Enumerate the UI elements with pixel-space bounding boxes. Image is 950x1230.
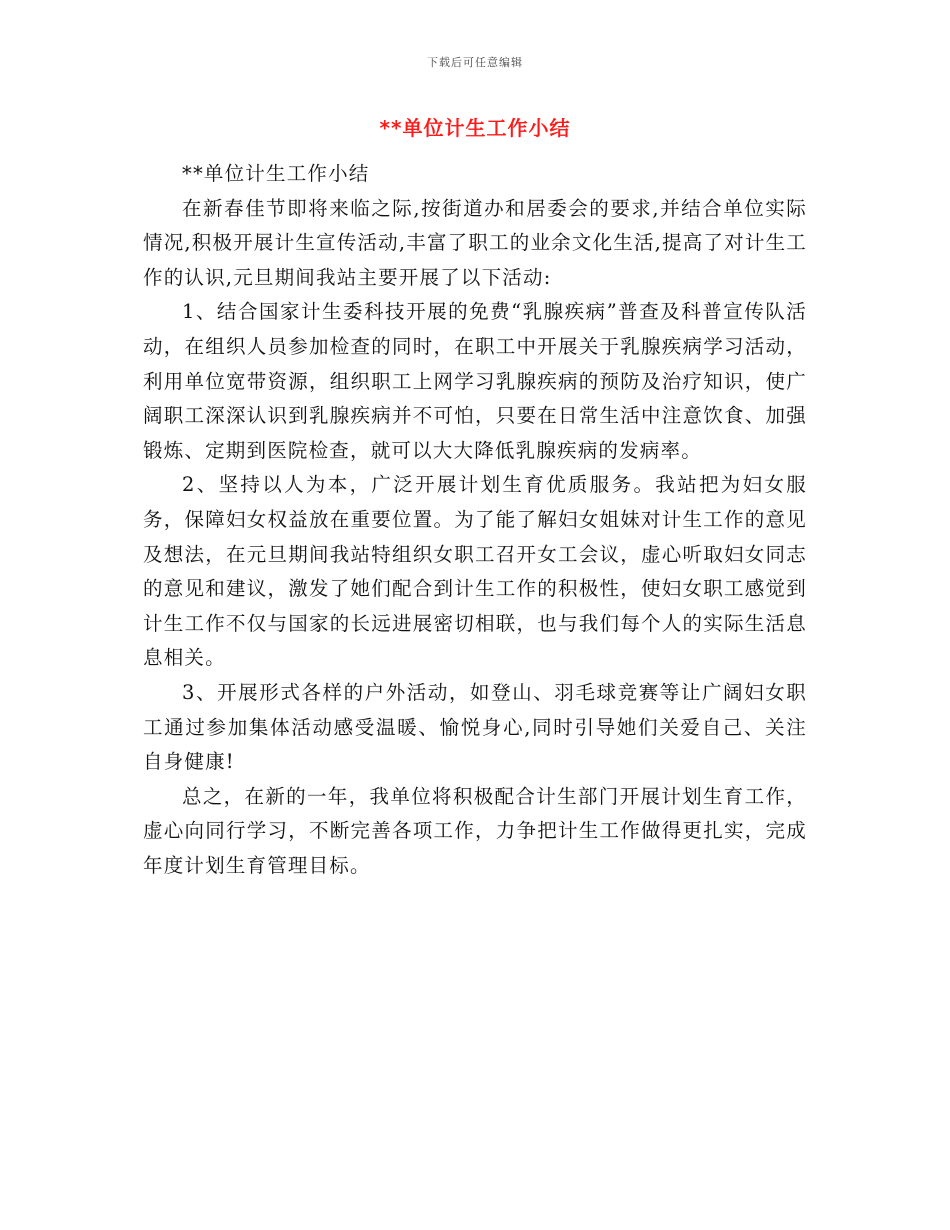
paragraph-subtitle: **单位计生工作小结	[182, 162, 370, 185]
paragraph-item-1: 1、结合国家计生委科技开展的免费“乳腺疾病”普查及科普宣传队活动，在组织人员参加检查的同时，在职工中开展关于乳腺疾病学习活动，利用单位宽带资源，组织职工上网学习乳腺疾病的预防及治疗知识，使广阔职工深深认识到乳腺疾病并不可怕，只要在日常生活中注意饮食、加强锻炼、定期到医院检查，就可以大大降低乳腺疾病的发病率。	[143, 300, 807, 462]
document-title: **单位计生工作小结	[379, 116, 571, 140]
document-body	[143, 157, 807, 883]
paragraph-item-2: 2、坚持以人为本，广泛开展计划生育优质服务。我站把为妇女服务，保障妇女权益放在重要位置。为了能了解妇女姐妹对计生工作的意见及想法，在元旦期间我站特组织女职工召开女工会议，虚心听取妇女同志的意见和建议，激发了她们配合到计生工作的积极性，使妇女职工感觉到计生工作不仅与国家的长远进展密切相联，也与我们每个人的实际生活息息相关。	[143, 473, 807, 670]
header-note: 下载后可任意编辑	[427, 56, 523, 69]
paragraph-item-3: 3、开展形式各样的户外活动，如登山、羽毛球竞赛等让广阔妇女职工通过参加集体活动感受温暖、愉悦身心,同时引导她们关爱自己、关注自身健康!	[143, 680, 807, 774]
paragraph-conclusion: 总之，在新的一年，我单位将积极配合计生部门开展计划生育工作，虚心向同行学习，不断完善各项工作，力争把计生工作做得更扎实，完成年度计划生育管理目标。	[143, 784, 807, 877]
paragraph-intro: 在新春佳节即将来临之际,按街道办和居委会的要求,并结合单位实际情况,积极开展计生宣传活动,丰富了职工的业余文化生活,提高了对计生工作的认识,元旦期间我站主要开展了以下活动:	[143, 196, 807, 289]
